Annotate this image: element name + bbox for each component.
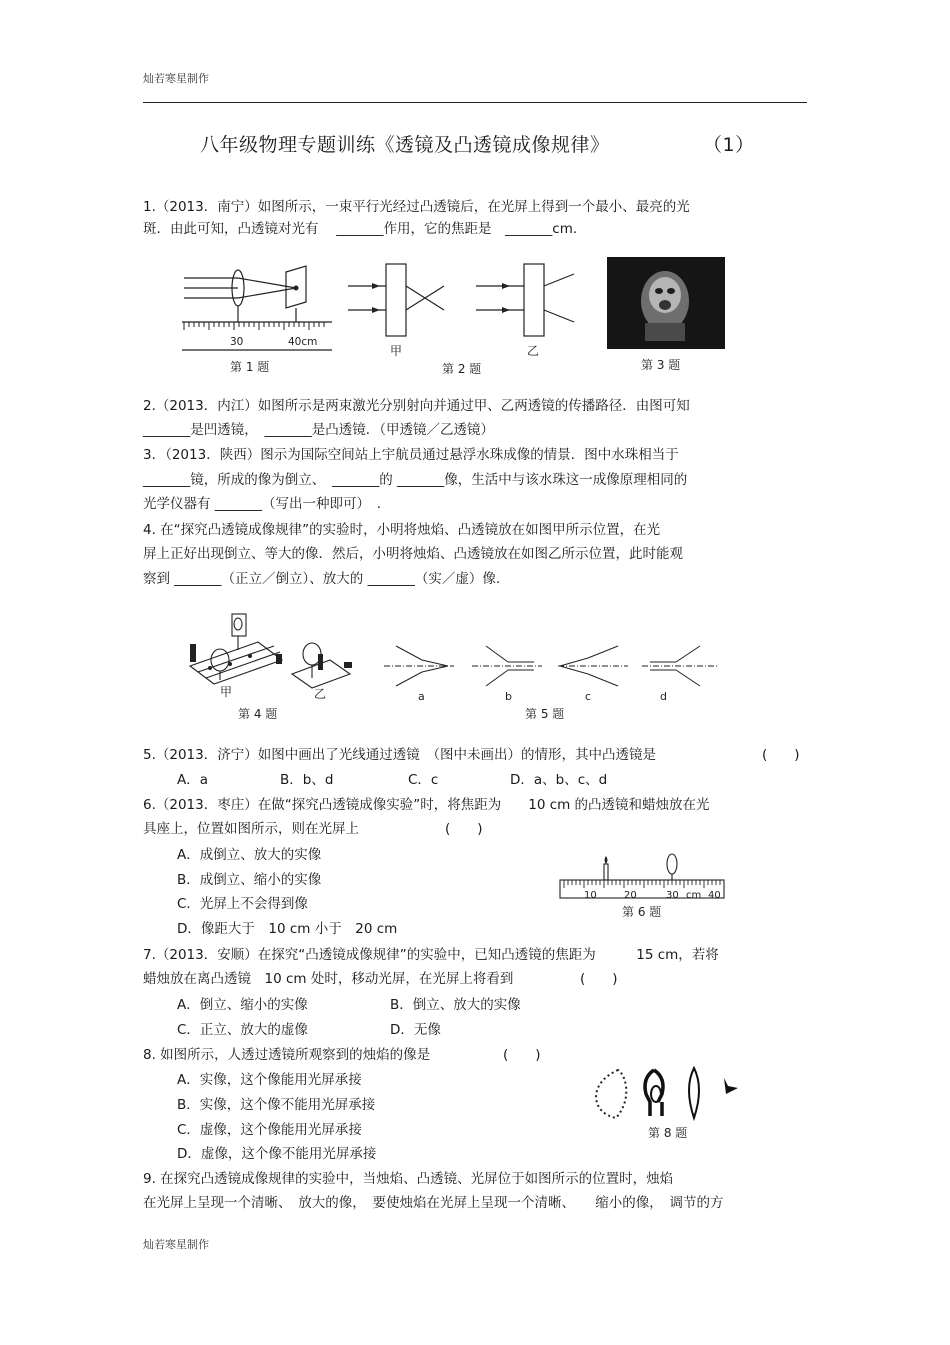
q7-option-a: A．倒立、缩小的实像: [177, 997, 308, 1013]
fig6-tick-40: 40: [708, 890, 721, 901]
q9-line-2: 在光屏上呈现一个清晰、 放大的像， 要使烛焰在光屏上呈现一个清晰、 缩小的像， 调节的方: [143, 1195, 724, 1211]
fig6-caption: 第 6 题: [622, 905, 662, 919]
q4-line-3: 察到 _______（正立／倒立）、放大的 _______（实／虚）像.: [143, 571, 501, 587]
page-header: 灿若寒星制作: [143, 72, 209, 85]
fig2-caption: 第 2 题: [442, 362, 482, 376]
q6-line-2: 具座上，位置如图所示，则在光屏上: [143, 821, 359, 837]
fig4-caption: 第 4 题: [238, 707, 278, 721]
fig8-caption: 第 8 题: [648, 1126, 688, 1140]
fig4-label-jia: 甲: [220, 685, 233, 699]
figure-5-diagram: [382, 634, 724, 724]
q6-option-a: A．成倒立、放大的实像: [177, 847, 322, 863]
fig6-tick-30: 30: [666, 890, 679, 901]
q6-option-c: C．光屏上不会得到像: [177, 896, 308, 912]
q5-option-b: B．b、d: [280, 772, 334, 788]
q1-line-2: 斑．由此可知，凸透镜对光有 _______作用，它的焦距是 _______cm．: [143, 221, 587, 237]
q7-line-1: 7.（2013．安顺）在探究“凸透镜成像规律”的实验中，已知凸透镜的焦距为 15 cm，若将: [143, 947, 719, 963]
header-rule: [143, 102, 807, 103]
figure-1-diagram: [178, 258, 338, 380]
fig6-tick-20: 20: [624, 890, 637, 901]
q6-option-d: D．像距大于 10 cm 小于 20 cm: [177, 921, 398, 937]
fig5-label-a: a: [418, 690, 425, 703]
page-title-number: （1）: [703, 134, 755, 156]
fig5-label-d: d: [660, 690, 667, 703]
q5-answer-paren: ( ): [762, 747, 800, 763]
fig1-tick-40: 40cm: [288, 336, 318, 348]
figure-6-diagram: [556, 850, 728, 922]
fig5-caption: 第 5 题: [525, 707, 565, 721]
q6-answer-paren: ( ): [445, 821, 483, 837]
q4-line-1: 4. 在“探究凸透镜成像规律”的实验时，小明将烛焰、凸透镜放在如图甲所示位置，在光: [143, 522, 661, 538]
q2-line-1: 2.（2013．内江）如图所示是两束激光分别射向并通过甲、乙两透镜的传播路径．由图可知: [143, 398, 690, 414]
q5-option-c: C．c: [408, 772, 439, 788]
fig1-caption: 第 1 题: [230, 360, 270, 374]
fig6-tick-10: 10: [584, 890, 597, 901]
fig2-label-jia: 甲: [390, 344, 403, 358]
q7-answer-paren: ( ): [580, 971, 618, 987]
fig5-label-c: c: [585, 690, 592, 703]
q5-option-d: D．a、b、c、d: [510, 772, 608, 788]
q7-option-b: B．倒立、放大的实像: [390, 997, 521, 1013]
q7-option-d: D．无像: [390, 1022, 441, 1038]
q7-line-2: 蜡烛放在离凸透镜 10 cm 处时，移动光屏，在光屏上将看到: [143, 971, 514, 987]
fig3-caption: 第 3 题: [641, 358, 681, 372]
q3-line-3: 光学仪器有 _______（写出一种即可） .: [143, 496, 382, 512]
q6-line-1: 6.（2013．枣庄）在做“探究凸透镜成像实验”时，将焦距为 10 cm 的凸透镜和蜡烛放在光: [143, 797, 710, 813]
q5-option-a: A．a: [177, 772, 209, 788]
page-footer: 灿若寒星制作: [143, 1238, 209, 1251]
figure-8-diagram: [590, 1064, 750, 1144]
page-title: 八年级物理专题训练《透镜及凸透镜成像规律》: [200, 134, 610, 156]
q4-line-2: 屏上正好出现倒立、等大的像．然后，小明将烛焰、凸透镜放在如图乙所示位置，此时能观: [143, 546, 683, 562]
figure-2-diagram: [342, 258, 582, 380]
q8-option-a: A．实像，这个像能用光屏承接: [177, 1072, 362, 1088]
figure-3-photo: [607, 257, 727, 375]
q8-option-c: C．虚像，这个像能用光屏承接: [177, 1122, 362, 1138]
q9-line-1: 9. 在探究凸透镜成像规律的实验中，当烛焰、凸透镜、光屏位于如图所示的位置时，烛焰: [143, 1171, 674, 1187]
q2-line-2: _______是凹透镜， _______是凸透镜．（甲透镜／乙透镜）: [143, 422, 494, 438]
q8-answer-paren: ( ): [503, 1047, 541, 1063]
fig2-label-yi: 乙: [527, 344, 540, 358]
fig5-label-b: b: [505, 690, 512, 703]
q8-option-d: D．虚像，这个像不能用光屏承接: [177, 1146, 377, 1162]
fig1-tick-30: 30: [230, 336, 244, 348]
q3-line-1: 3．（2013．陕西）图示为国际空间站上宇航员通过悬浮水珠成像的情景．图中水珠相当于: [143, 447, 679, 463]
q8-stem: 8. 如图所示，人透过透镜所观察到的烛焰的像是: [143, 1047, 431, 1063]
q5-stem: 5.（2013．济宁）如图中画出了光线通过透镜 （图中未画出）的情形，其中凸透镜是: [143, 747, 656, 763]
q7-option-c: C．正立、放大的虚像: [177, 1022, 308, 1038]
figure-4-diagram: [180, 606, 360, 724]
fig6-tick-cm: cm: [686, 890, 702, 901]
q8-option-b: B．实像，这个像不能用光屏承接: [177, 1097, 376, 1113]
q1-line-1: 1.（2013．南宁）如图所示，一束平行光经过凸透镜后，在光屏上得到一个最小、最亮的光: [143, 199, 690, 215]
fig4-label-yi: 乙: [314, 687, 327, 701]
q6-option-b: B．成倒立、缩小的实像: [177, 872, 322, 888]
q3-line-2: _______镜，所成的像为倒立、 _______的 _______像，生活中与该水珠这一成像原理相同的: [143, 472, 688, 488]
